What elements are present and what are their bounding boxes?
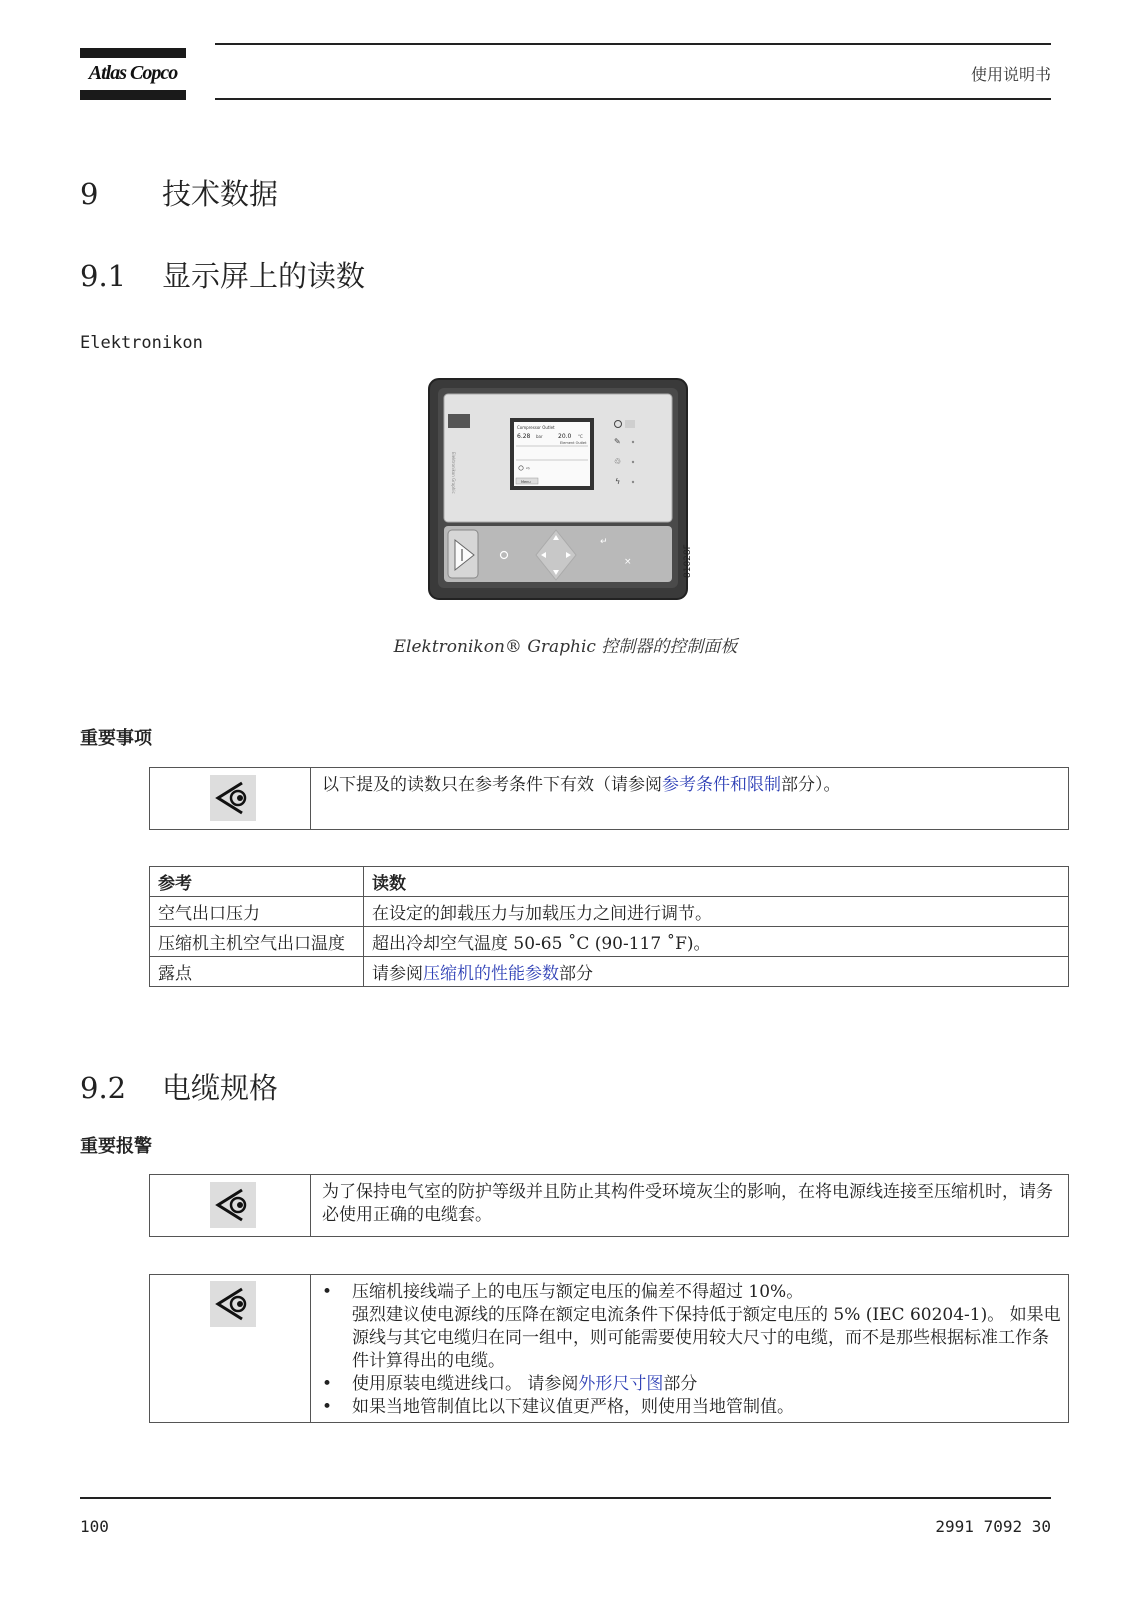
attention-eye-icon bbox=[210, 1281, 256, 1327]
pressure-value: 6.28 bbox=[517, 433, 531, 440]
figure-caption: Elektronikon® Graphic 控制器的控制面板 bbox=[393, 637, 738, 657]
logo-text: Atlas Copco bbox=[88, 62, 178, 84]
screen-menu-label: Menu bbox=[521, 480, 531, 484]
reference-conditions-link[interactable]: 参考条件和限制 bbox=[662, 775, 781, 795]
voltage-warning-box bbox=[149, 1274, 1069, 1423]
controller-panel-figure bbox=[428, 378, 700, 601]
table-row bbox=[150, 927, 1069, 957]
temperature-value: 20.0 bbox=[558, 433, 572, 440]
temperature-unit: °C bbox=[578, 434, 583, 439]
bullet-text-after: 部分 bbox=[663, 1374, 698, 1394]
svg-text:⇨: ⇨ bbox=[526, 466, 531, 472]
svg-text:✎: ✎ bbox=[614, 437, 621, 446]
table-cell-reading: 超出冷却空气温度 50-65 ˚C (90-117 ˚F)。 bbox=[364, 927, 1069, 957]
eye-icon bbox=[210, 1182, 256, 1228]
document-type: 使用说明书 bbox=[970, 65, 1051, 84]
controller-name: Elektronikon bbox=[80, 333, 203, 353]
table-header-ref: 参考 bbox=[150, 867, 364, 897]
table-row bbox=[150, 957, 1069, 987]
figure-code: 81028F bbox=[683, 544, 693, 578]
header-rule-top bbox=[215, 43, 1051, 45]
bullet-continuation: 强烈建议使电源线的压降在额定电流条件下保持低于额定电压的 5% (IEC 60204-1)。 如果电源线与其它电缆归在同一组中，则可能需要使用较大尺寸的电缆，而不是那些根据标准工作条件计算得出的电缆。 bbox=[352, 1305, 1061, 1371]
screen-status: Element Outlet bbox=[560, 441, 587, 445]
section-number: 9 bbox=[80, 177, 99, 211]
section-title: 技术数据 bbox=[162, 177, 279, 211]
reference-note-box bbox=[149, 767, 1069, 830]
svg-text:Elektronikon Graphic: Elektronikon Graphic bbox=[451, 452, 456, 494]
eye-icon bbox=[210, 775, 256, 821]
page-number: 100 bbox=[80, 1517, 109, 1536]
svg-text:↵: ↵ bbox=[600, 537, 608, 547]
bullet-text: 如果当地管制值比以下建议值更严格，则使用当地管制值。 bbox=[352, 1397, 794, 1417]
table-cell-reading bbox=[364, 957, 1069, 987]
pressure-unit: bar bbox=[536, 434, 543, 439]
header-rule-bottom bbox=[215, 98, 1051, 100]
list-item bbox=[352, 1396, 1062, 1419]
list-item bbox=[352, 1373, 1062, 1396]
table-cell-ref: 露点 bbox=[150, 957, 364, 987]
readings-table bbox=[149, 866, 1069, 987]
bullet-text: 压缩机接线端子上的电压与额定电压的偏差不得超过 10%。 bbox=[352, 1282, 804, 1302]
dimension-drawings-link[interactable]: 外形尺寸图 bbox=[578, 1374, 664, 1394]
warning-list bbox=[322, 1281, 1062, 1419]
atlas-copco-logo bbox=[80, 48, 186, 100]
table-row bbox=[150, 897, 1069, 927]
dew-text-after: 部分 bbox=[559, 964, 593, 984]
table-cell-reading: 在设定的卸载压力与加载压力之间进行调节。 bbox=[364, 897, 1069, 927]
warning-icon-cell bbox=[150, 1275, 311, 1422]
svg-text:♲: ♲ bbox=[614, 457, 622, 466]
note-text-after: 部分）。 bbox=[781, 775, 841, 795]
section-title: 显示屏上的读数 bbox=[162, 259, 366, 293]
note-icon-cell bbox=[150, 768, 311, 829]
list-item bbox=[352, 1281, 1062, 1373]
table-header-row bbox=[150, 867, 1069, 897]
attention-eye-icon bbox=[210, 775, 256, 821]
table-cell-ref: 压缩机主机空气出口温度 bbox=[150, 927, 364, 957]
note-text-before: 以下提及的读数只在参考条件下有效（请参阅 bbox=[322, 775, 662, 795]
section-heading-9-1 bbox=[80, 254, 365, 295]
logo-bar-top bbox=[80, 48, 186, 58]
warning-icon-cell bbox=[150, 1175, 311, 1236]
eye-icon bbox=[210, 1281, 256, 1327]
bullet-text: 使用原装电缆进线口。 请参阅 bbox=[352, 1374, 579, 1394]
warning-heading: 重要报警 bbox=[80, 1136, 152, 1157]
svg-text:ϟ: ϟ bbox=[615, 477, 621, 486]
note-text bbox=[322, 774, 1062, 797]
svg-text:×: × bbox=[624, 557, 632, 567]
section-title: 电缆规格 bbox=[162, 1071, 279, 1105]
document-number: 2991 7092 30 bbox=[935, 1517, 1051, 1536]
warning-text: 为了保持电气室的防护等级并且防止其构件受环境灰尘的影响，在将电源线连接至压缩机时，请务必使用正确的电缆套。 bbox=[322, 1182, 1053, 1225]
table-header-reading: 读数 bbox=[364, 867, 1069, 897]
logo-bar-bottom bbox=[80, 90, 186, 100]
important-heading: 重要事项 bbox=[80, 728, 152, 749]
screen-title: Compressor Outlet bbox=[517, 425, 555, 430]
attention-eye-icon bbox=[210, 1182, 256, 1228]
section-number: 9.2 bbox=[80, 1071, 127, 1105]
dew-text-before: 请参阅 bbox=[372, 964, 423, 984]
performance-data-link[interactable]: 压缩机的性能参数 bbox=[423, 964, 559, 984]
cable-gland-warning-box bbox=[149, 1174, 1069, 1237]
section-heading-9-2 bbox=[80, 1066, 278, 1107]
section-heading-9 bbox=[80, 172, 278, 213]
table-cell-ref: 空气出口压力 bbox=[150, 897, 364, 927]
section-number: 9.1 bbox=[80, 259, 127, 293]
footer-rule bbox=[80, 1497, 1051, 1499]
